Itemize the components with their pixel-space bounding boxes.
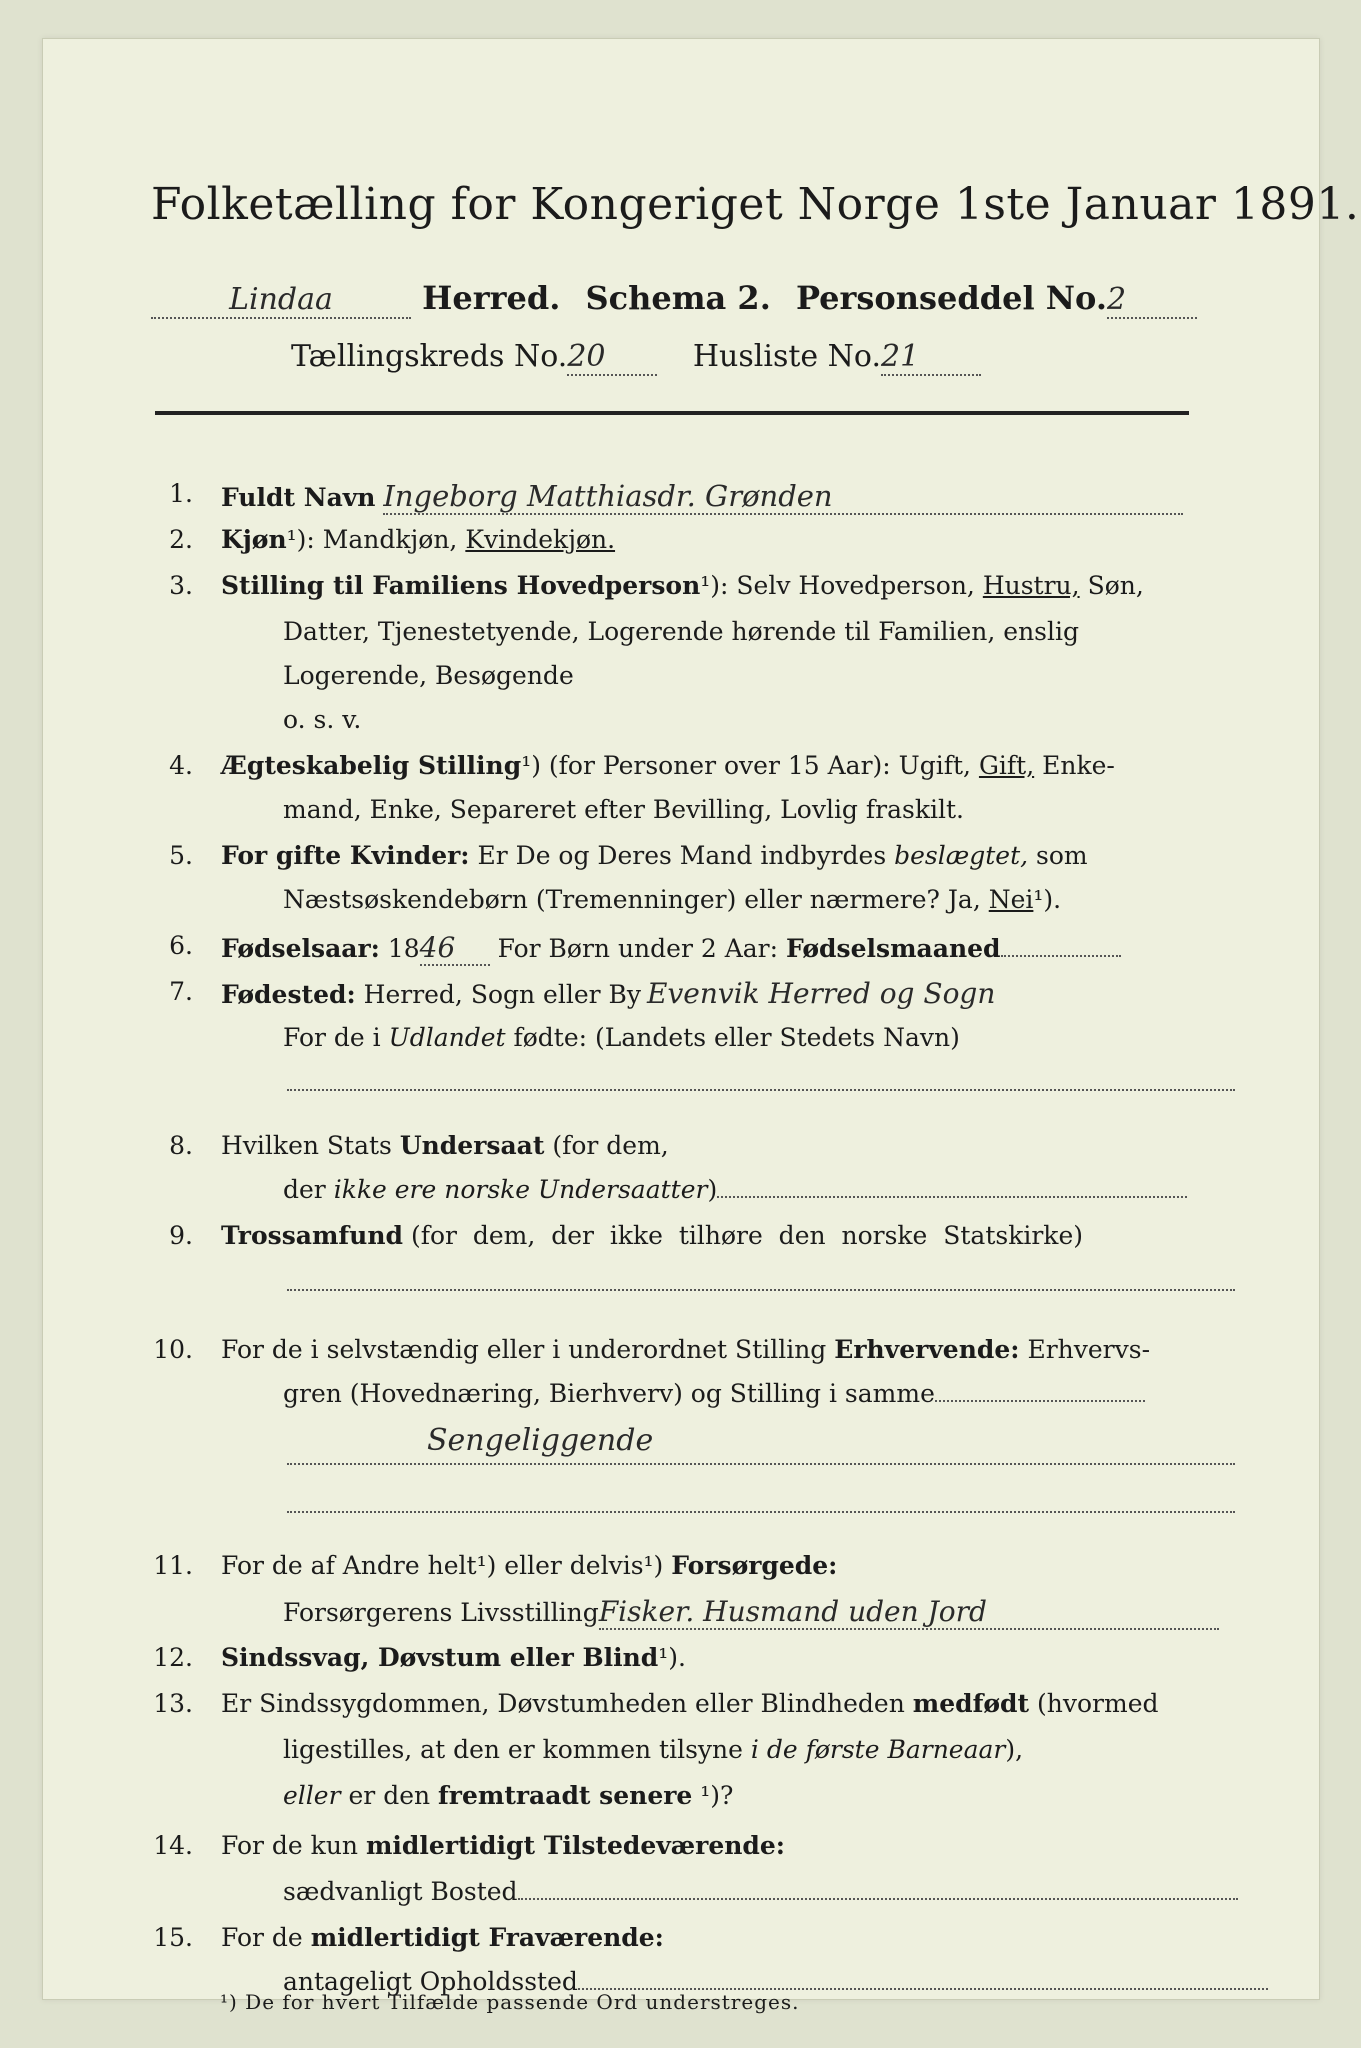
item-10	[221, 1335, 1150, 1364]
item-number-1: 1.	[169, 479, 193, 508]
q7-line2	[283, 1023, 960, 1052]
herred-line	[151, 279, 1197, 319]
q15-text: For de	[221, 1923, 303, 1952]
q5-line2	[283, 885, 1061, 914]
q8-bold: Undersaat	[399, 1131, 545, 1160]
census-form-page	[42, 38, 1360, 2000]
q4-text: ¹) (for Personer over 15 Aar): Ugift,	[521, 751, 971, 780]
q7-text: Herred, Sogn eller By	[363, 980, 642, 1009]
item-number-3: 3.	[169, 571, 193, 600]
q5-end: ¹).	[1033, 885, 1062, 914]
item-number-11: 11.	[153, 1551, 193, 1580]
q5-selected: Nei	[988, 885, 1034, 914]
q13-line2	[283, 1735, 1023, 1764]
q12-label: Sindssvag, Døvstum eller Blind	[221, 1643, 659, 1672]
husliste-value: 21	[881, 339, 981, 376]
q7-line2-b: fødte: (Landets eller Stedets Navn)	[513, 1023, 960, 1052]
husliste-label: Husliste No.	[692, 339, 882, 374]
q11-text: For de af Andre helt	[221, 1551, 477, 1580]
q8-text: Hvilken Stats	[221, 1131, 392, 1160]
krets-line	[291, 339, 981, 376]
q5-italic: beslægtet,	[894, 841, 1029, 870]
q13-line3-italic: eller	[283, 1781, 341, 1810]
q8-field	[717, 1196, 1187, 1198]
q1-label: Fuldt Navn	[221, 483, 376, 512]
q13-bold: medfødt	[912, 1689, 1030, 1718]
personseddel-value: 2	[1107, 282, 1197, 319]
q6-prefix: 18	[387, 934, 420, 963]
q13-text: Er Sindssygdommen, Døvstumheden eller Blindheden	[221, 1689, 905, 1718]
q11-value: Fisker. Husmand uden Jord	[599, 1595, 1219, 1630]
q11-line2	[283, 1595, 1219, 1630]
schema-label: Schema 2.	[585, 279, 771, 317]
item-2	[221, 525, 615, 554]
q8-line2-italic: ikke ere norske Undersaatter	[333, 1175, 708, 1204]
q7-line2-italic: Udlandet	[388, 1023, 506, 1052]
item-14	[221, 1831, 785, 1860]
q4-label: Ægteskabelig Stilling	[221, 751, 522, 780]
q14-bold: midlertidigt Tilstedeværende:	[365, 1831, 786, 1860]
q13-line3-c: ¹)?	[700, 1781, 734, 1810]
q1-value: Ingeborg Matthiasdr. Grønden	[383, 479, 1183, 515]
q7-line2-a: For de i	[283, 1023, 381, 1052]
q13-line3-bold: fremtraadt senere	[438, 1781, 693, 1810]
item-9	[221, 1221, 1083, 1250]
q5-text-b: som	[1036, 841, 1088, 870]
q3-line2: Datter, Tjenestetyende, Logerende hørende til Familien, enslig	[283, 617, 1080, 646]
q10-bold: Erhvervende:	[834, 1335, 1020, 1364]
q2-selected: Kvindekjøn.	[465, 525, 616, 554]
q11-bold: Forsørgede:	[671, 1551, 838, 1580]
q4-selected: Gift,	[978, 751, 1035, 780]
q11-text-c: ¹)	[643, 1551, 664, 1580]
item-6	[221, 931, 1121, 966]
q13-line3-a: er den	[348, 1781, 431, 1810]
q4-text-b: Enke-	[1042, 751, 1115, 780]
q8-text-c: (for dem,	[552, 1131, 669, 1160]
q7-value: Evenvik Herred og Sogn	[647, 977, 996, 1010]
q13-line2-a: ligestilles, at den er kommen tilsyne	[283, 1735, 743, 1764]
item-7	[221, 977, 995, 1010]
q15-line2-text: antageligt Opholdssted	[283, 1967, 578, 1996]
q2-label: Kjøn	[221, 525, 287, 554]
q10-text-c: Erhvervs-	[1027, 1335, 1151, 1364]
item-15	[221, 1923, 664, 1952]
q6-text: For Børn under 2 Aar:	[497, 934, 779, 963]
herred-value: Lindaa	[151, 282, 411, 319]
krets-label: Tællingskreds No.	[291, 339, 568, 374]
item-number-2: 2.	[169, 525, 193, 554]
q10-blank-line	[287, 1511, 1235, 1513]
q3-label: Stilling til Familiens Hovedperson	[221, 571, 701, 600]
q10-field	[935, 1400, 1145, 1402]
q6-value: 46	[420, 931, 490, 966]
q9-blank-line	[287, 1289, 1235, 1291]
q8-line2-a: der	[283, 1175, 326, 1204]
item-number-14: 14.	[153, 1831, 193, 1860]
q14-text: For de kun	[221, 1831, 359, 1860]
item-number-8: 8.	[169, 1131, 193, 1160]
form-title: Folketælling for Kongeriget Norge 1ste Januar 1891.	[151, 179, 1360, 230]
q3-selected: Hustru,	[982, 571, 1080, 600]
q13-line2-italic: i de første Barneaar	[750, 1735, 1006, 1764]
item-number-12: 12.	[153, 1643, 193, 1672]
item-number-5: 5.	[169, 841, 193, 870]
item-13	[221, 1689, 1159, 1718]
q8-line2	[283, 1175, 1187, 1204]
q5-line2-text: Næstsøskendebørn (Tremenninger) eller nærmere? Ja,	[283, 885, 981, 914]
q12-end: ¹).	[658, 1643, 687, 1672]
item-11	[221, 1551, 837, 1580]
q15-bold: midlertidigt Fraværende:	[310, 1923, 664, 1952]
header-divider	[155, 411, 1189, 415]
q14-field	[518, 1898, 1238, 1900]
item-number-7: 7.	[169, 977, 193, 1006]
q13-text-c: (hvormed	[1037, 1689, 1159, 1718]
herred-label: Herred.	[422, 279, 561, 317]
item-5	[221, 841, 1088, 870]
q9-label: Trossamfund	[221, 1221, 404, 1250]
q8-line2-b: )	[707, 1175, 718, 1204]
item-12	[221, 1643, 686, 1672]
q7-blank-line	[287, 1089, 1235, 1091]
item-number-9: 9.	[169, 1221, 193, 1250]
q4-line2: mand, Enke, Separeret efter Bevilling, Lovlig fraskilt.	[283, 795, 964, 824]
q10-text: For de i selvstændig eller i underordnet Stilling	[221, 1335, 827, 1364]
q10-answer-line	[287, 1423, 1235, 1465]
q7-label: Fødested:	[221, 980, 356, 1009]
item-number-15: 15.	[153, 1923, 193, 1952]
q11-text-b: ¹) eller delvis	[476, 1551, 644, 1580]
q14-line2-text: sædvanligt Bosted	[283, 1877, 518, 1906]
q11-line2-text: Forsørgerens Livsstilling	[283, 1598, 599, 1627]
q5-text: Er De og Deres Mand indbyrdes	[477, 841, 887, 870]
q6-month-label: Fødselsmaaned	[786, 934, 1001, 963]
q10-value: Sengeliggende	[427, 1423, 654, 1458]
q9-text: (for dem, der ikke tilhøre den norske Statskirke)	[410, 1221, 1083, 1250]
footnote: ¹) De for hvert Tilfælde passende Ord understreges.	[220, 1990, 800, 2014]
q6-month-field	[1001, 955, 1121, 957]
q3-text: ¹): Selv Hovedperson,	[700, 571, 975, 600]
q5-label: For gifte Kvinder:	[221, 841, 470, 870]
item-4	[221, 751, 1115, 780]
q3-line4: o. s. v.	[283, 705, 362, 734]
q3-text-b: Søn,	[1087, 571, 1144, 600]
q13-line3	[283, 1781, 733, 1810]
item-number-4: 4.	[169, 751, 193, 780]
q13-line2-b: ),	[1005, 1735, 1024, 1764]
item-8	[221, 1131, 669, 1160]
q10-line2	[283, 1379, 1145, 1408]
q10-line2-text: gren (Hovednæring, Bierhverv) og Stilling i samme	[283, 1379, 935, 1408]
item-number-6: 6.	[169, 931, 193, 960]
q2-text: ¹): Mandkjøn,	[286, 525, 458, 554]
personseddel-label: Personseddel No.	[795, 279, 1107, 317]
item-number-13: 13.	[153, 1689, 193, 1718]
q14-line2	[283, 1877, 1238, 1906]
item-number-10: 10.	[153, 1335, 193, 1364]
krets-value: 20	[567, 339, 657, 376]
q6-label: Fødselsaar:	[221, 934, 380, 963]
q3-line3: Logerende, Besøgende	[283, 661, 574, 690]
item-3	[221, 571, 1144, 600]
item-1	[221, 479, 1183, 515]
